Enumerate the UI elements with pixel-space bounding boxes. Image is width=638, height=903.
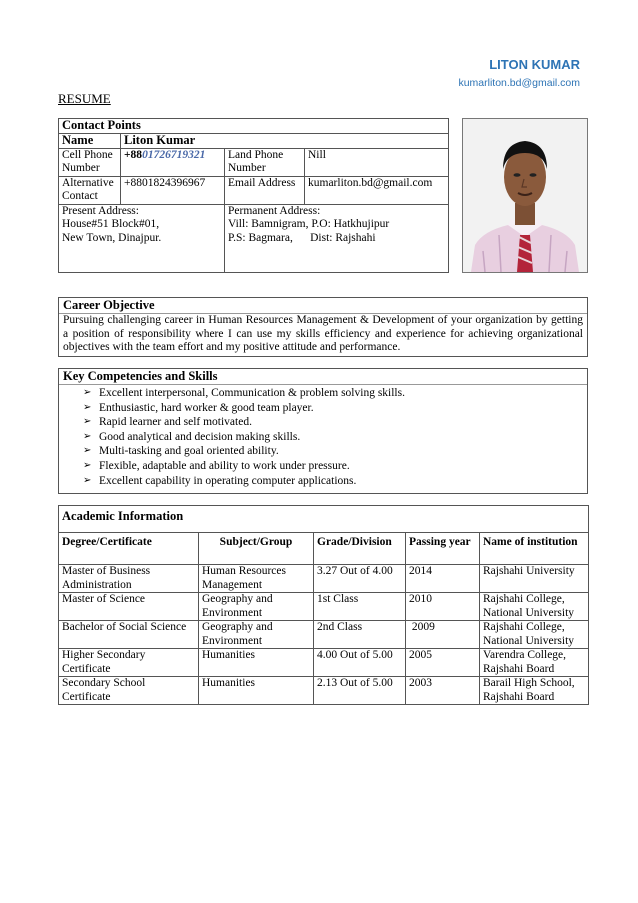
alternative-contact-label: Alternative Contact: [59, 176, 121, 204]
list-item: ➢ Excellent capability in operating computer applications.: [83, 474, 357, 487]
profile-photo: [462, 118, 588, 273]
table-row: Higher Secondary Certificate Humanities 4.00 Out of 5.00 2005 Varendra College, Rajshahi Board: [59, 649, 589, 677]
name-label: Name: [59, 134, 121, 149]
list-item: ➢ Good analytical and decision making skills.: [83, 430, 301, 443]
contact-section-title: Contact Points: [59, 119, 449, 134]
skills-title: Key Competencies and Skills: [59, 369, 587, 385]
cell-phone-label: Cell Phone Number: [59, 148, 121, 176]
table-row: Bachelor of Social Science Geography and Environment 2nd Class 2009 Rajshahi College, National University: [59, 621, 589, 649]
alternative-contact-value: +8801824396967: [121, 176, 225, 204]
table-row: Master of Science Geography and Environment 1st Class 2010 Rajshahi College, National University: [59, 593, 589, 621]
contact-table: [58, 118, 449, 273]
header-grade: Grade/Division: [314, 533, 406, 565]
skills-section: [58, 368, 588, 494]
cell-phone-value: +8801726719321: [121, 148, 225, 176]
career-objective-title: Career Objective: [59, 298, 587, 314]
header-institution: Name of institution: [480, 533, 589, 565]
email-label: Email Address: [225, 176, 305, 204]
header-subject: Subject/Group: [199, 533, 314, 565]
header-email[interactable]: kumarliton.bd@gmail.com: [458, 77, 580, 89]
career-objective-text: Pursuing challenging career in Human Resources Management & Development of your organization by getting a position of responsibility where I can use my skills efficiency and experience for achieving organizational objectives with the team effort and my positive attitude and performance.: [63, 314, 583, 353]
list-item: ➢ Multi-tasking and goal oriented ability.: [83, 445, 279, 458]
list-item: ➢ Enthusiastic, hard worker & good team player.: [83, 401, 314, 414]
list-item: ➢ Flexible, adaptable and ability to work under pressure.: [83, 459, 350, 472]
portrait-illustration: [463, 119, 587, 272]
career-objective-section: [58, 297, 588, 357]
header-degree: Degree/Certificate: [59, 533, 199, 565]
present-address: Present Address: House#51 Block#01, New Town, Dinajpur.: [59, 204, 225, 273]
header-name: LITON KUMAR: [489, 57, 580, 72]
skills-list: [59, 385, 587, 488]
list-item: ➢ Excellent interpersonal, Communication & problem solving skills.: [83, 387, 405, 399]
land-phone-value: Nill: [305, 148, 449, 176]
table-row: Secondary School Certificate Humanities 2.13 Out of 5.00 2003 Barail High School, Rajshahi Board: [59, 677, 589, 705]
table-row: Master of Business Administration Human Resources Management 3.27 Out of 4.00 2014 Rajshahi University: [59, 565, 589, 593]
document-title: RESUME: [58, 91, 111, 106]
academic-table: [58, 505, 589, 705]
email-value[interactable]: kumarliton.bd@gmail.com: [305, 176, 449, 204]
list-item: ➢ Rapid learner and self motivated.: [83, 416, 252, 429]
permanent-address: Permanent Address: Vill: Bamnigram, P.O: Hatkhujipur P.S: Bagmara, Dist: Rajshahi: [225, 204, 449, 273]
header-passing-year: Passing year: [406, 533, 480, 565]
academic-title: Academic Information: [59, 506, 589, 533]
land-phone-label: Land Phone Number: [225, 148, 305, 176]
name-value: Liton Kumar: [121, 134, 449, 149]
